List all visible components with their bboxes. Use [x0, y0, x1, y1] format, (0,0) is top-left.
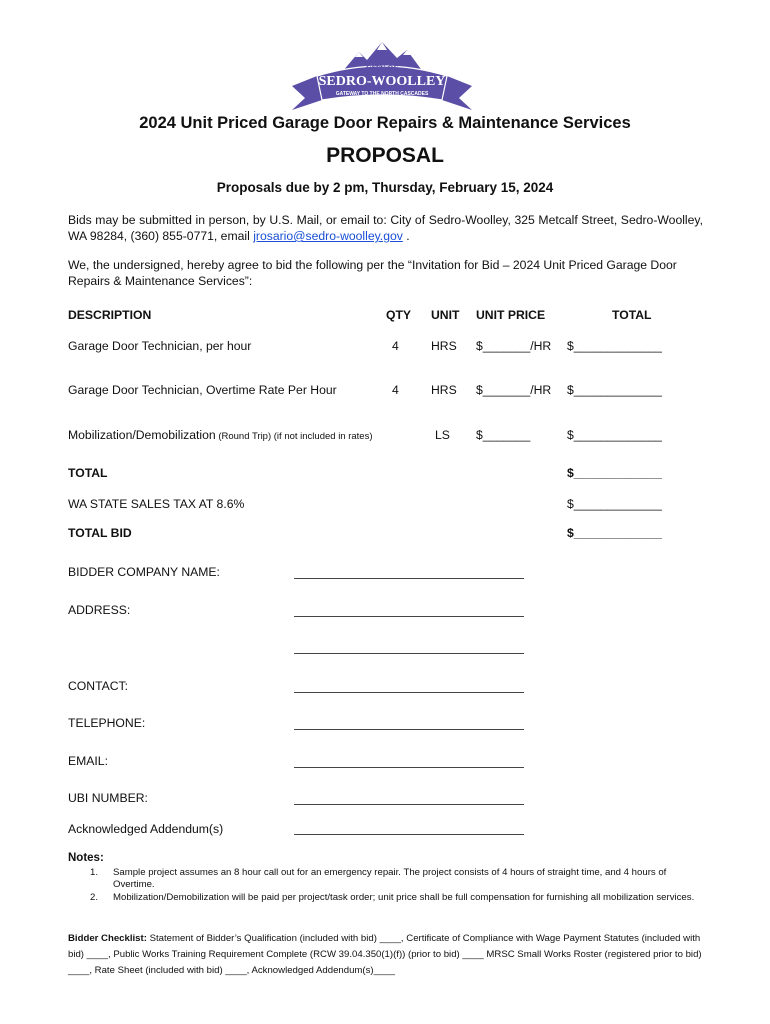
- row1-description: Garage Door Technician, per hour: [68, 339, 252, 353]
- row2-unit-price[interactable]: $_______/HR: [476, 383, 552, 397]
- checklist-text: Statement of Bidder’s Qualification (included with bid) ____, Certificate of Compliance with Wage Payment Statutes (included with bid) ____, Public Works Training Requirement Complete (RCW 39.04.350(1)(f)) (prior to bid) ____ MRSC Small Works Roster (registered prior to bid) ____, Rate Sheet (included with bid) ____, Acknowledged Addendum(s)____: [68, 933, 702, 976]
- row1-total[interactable]: $_____________: [567, 339, 662, 353]
- row3-unit: LS: [435, 428, 450, 442]
- telephone-field[interactable]: [294, 729, 524, 730]
- logo-line1: CITY OF: [365, 64, 399, 73]
- row3-description: [68, 428, 373, 442]
- row3-total[interactable]: $_____________: [567, 428, 662, 442]
- email-label: EMAIL:: [68, 754, 108, 768]
- row1-qty: 4: [392, 339, 399, 353]
- addendum-label: Acknowledged Addendum(s): [68, 822, 224, 836]
- row2-unit: HRS: [431, 383, 457, 397]
- row1-unit: HRS: [431, 339, 457, 353]
- ubi-label: UBI NUMBER:: [68, 791, 148, 805]
- total-value[interactable]: $_____________: [567, 466, 662, 480]
- total-label: TOTAL: [68, 466, 108, 480]
- document-heading: 2024 Unit Priced Garage Door Repairs & Maintenance Services: [139, 114, 631, 132]
- address-field-line1[interactable]: [294, 616, 524, 617]
- submission-text: Bids may be submitted in person, by U.S. Mail, or email to: City of Sedro-Woolley, 325 Metcalf Street, Sedro-Woolley, WA 98284, (360) 855-0771, email: [68, 213, 703, 243]
- proposal-title: PROPOSAL: [326, 144, 444, 167]
- header-description: DESCRIPTION: [68, 308, 152, 322]
- email-field[interactable]: [294, 767, 524, 768]
- city-logo: [287, 38, 477, 113]
- bidder-checklist: [68, 931, 708, 979]
- company-name-label: BIDDER COMPANY NAME:: [68, 565, 220, 579]
- sales-tax-label: WA STATE SALES TAX AT 8.6%: [68, 497, 245, 511]
- telephone-label: TELEPHONE:: [68, 716, 146, 730]
- submission-paragraph: [68, 212, 703, 244]
- row3-unit-price[interactable]: $_______: [476, 428, 531, 442]
- total-bid-value[interactable]: $_____________: [567, 526, 662, 540]
- logo-line2: SEDRO-WOOLLEY: [318, 74, 446, 89]
- header-total: TOTAL: [612, 308, 652, 322]
- contact-field[interactable]: [294, 692, 524, 693]
- row2-description: Garage Door Technician, Overtime Rate Per Hour: [68, 383, 337, 397]
- note-2-number: 2.: [90, 892, 99, 903]
- header-unit-price: UNIT PRICE: [476, 308, 546, 322]
- addendum-field[interactable]: [294, 834, 524, 835]
- note-1-text: Sample project assumes an 8 hour call out for an emergency repair. The project consists of 4 hours of straight time, and 4 hours of Overtime.: [113, 867, 667, 890]
- row2-qty: 4: [392, 383, 399, 397]
- note-1-number: 1.: [90, 867, 99, 878]
- total-bid-label: TOTAL BID: [68, 526, 132, 540]
- submission-end: .: [402, 229, 410, 243]
- sales-tax-value[interactable]: $_____________: [567, 497, 662, 511]
- checklist-label: Bidder Checklist:: [68, 933, 147, 944]
- email-link[interactable]: jrosario@sedro-woolley.gov: [253, 229, 403, 243]
- row3-description-text: Mobilization/Demobilization: [68, 428, 216, 442]
- address-label: ADDRESS:: [68, 603, 131, 617]
- row1-unit-price[interactable]: $_______/HR: [476, 339, 552, 353]
- row3-description-note: (Round Trip) (if not included in rates): [215, 431, 373, 442]
- company-name-field[interactable]: [294, 578, 524, 579]
- address-field-line2[interactable]: [294, 653, 524, 654]
- header-qty: QTY: [386, 308, 412, 322]
- row2-total[interactable]: $_____________: [567, 383, 662, 397]
- due-date-line: Proposals due by 2 pm, Thursday, February 15, 2024: [216, 180, 554, 195]
- ubi-field[interactable]: [294, 804, 524, 805]
- contact-label: CONTACT:: [68, 679, 129, 693]
- note-2-text: Mobilization/Demobilization will be paid per project/task order; unit price shall be full compensation for furnishing all mobilization services.: [113, 892, 695, 903]
- agreement-paragraph: We, the undersigned, hereby agree to bid the following per the “Invitation for Bid – 2024 Unit Priced Garage Door Repairs & Maintenance Services”:: [68, 258, 677, 288]
- logo-line3: GATEWAY TO THE NORTH CASCADES: [335, 91, 429, 97]
- notes-title: Notes:: [68, 852, 104, 864]
- header-unit: UNIT: [431, 308, 460, 322]
